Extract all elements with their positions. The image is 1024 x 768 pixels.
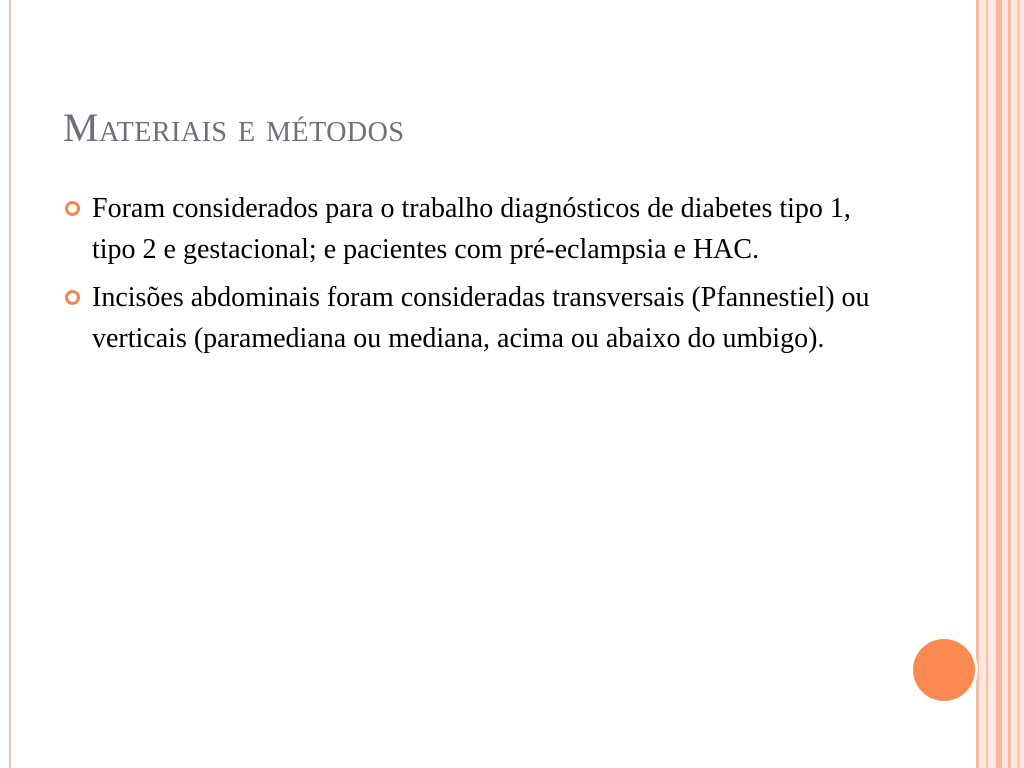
border-stripe <box>976 0 979 768</box>
ring-bullet-icon <box>65 290 80 305</box>
border-stripe <box>1008 0 1011 768</box>
border-stripe <box>986 0 988 768</box>
decorative-circle <box>913 639 975 701</box>
bullet-list <box>62 188 882 366</box>
left-frame-line <box>9 0 11 768</box>
bullet-text: Foram considerados para o trabalho diagnósticos de diabetes tipo 1, tipo 2 e gestacional; e pacientes com pré-eclampsia e HAC. <box>92 193 851 265</box>
slide-title: Materiais e métodos <box>63 105 405 150</box>
bullet-item <box>62 277 882 359</box>
border-stripe <box>996 0 1002 768</box>
bullet-item <box>62 188 882 270</box>
border-stripe <box>1017 0 1020 768</box>
ring-bullet-icon <box>65 201 80 216</box>
bullet-text: Incisões abdominais foram consideradas transversais (Pfannestiel) ou verticais (paramediana ou mediana, acima ou abaixo do umbigo). <box>92 282 870 354</box>
right-border-decoration <box>976 0 1024 768</box>
